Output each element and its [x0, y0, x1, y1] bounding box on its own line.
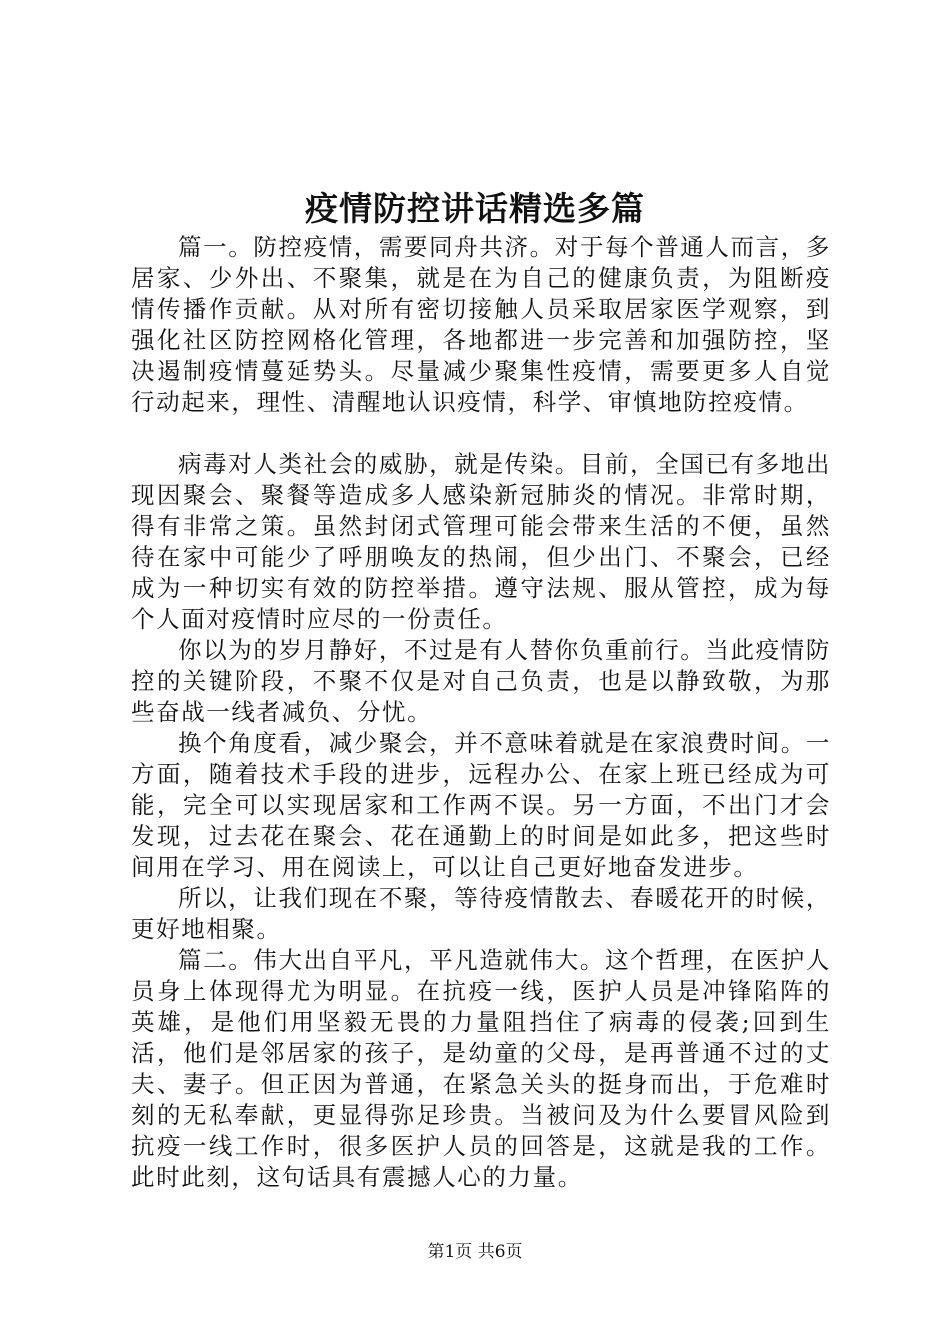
document-title: 疫情防控讲话精选多篇 — [305, 189, 645, 228]
paragraph-1: 篇一。防控疫情，需要同舟共济。对于每个普通人而言，多居家、少外出、不聚集，就是在为自己的健康负责，为阻断疫情传播作贡献。从对所有密切接触人员采取居家医学观察，到强化社区防控网格化管理，各地都进一步完善和加强防控，坚决遏制疫情蔓延势头。尽量减少聚集性疫情，需要更多人自觉行动起来，理性、清醒地认识疫情，科学、审慎地防控疫情。 — [131, 233, 831, 416]
paragraph-2: 病毒对人类社会的威胁，就是传染。目前，全国已有多地出现因聚会、聚餐等造成多人感染新冠肺炎的情况。非常时期，得有非常之策。虽然封闭式管理可能会带来生活的不便，虽然待在家中可能少了呼朋唤友的热闹，但少出门、不聚会，已经成为一种切实有效的防控举措。遵守法规、服从管控，成为每个人面对疫情时应尽的一份责任。 — [131, 450, 831, 633]
page-indicator: 第1页 共6页 — [427, 1242, 523, 1262]
paragraph-3: 你以为的岁月静好，不过是有人替你负重前行。当此疫情防控的关键阶段，不聚不仅是对自己负责，也是以静致敬，为那些奋战一线者减负、分忧。 — [131, 636, 831, 726]
paragraph-4: 换个角度看，减少聚会，并不意味着就是在家浪费时间。一方面，随着技术手段的进步，远程办公、在家上班已经成为可能，完全可以实现居家和工作两不误。另一方面，不出门才会发现，过去花在聚会、花在通勤上的时间是如此多，把这些时间用在学习、用在阅读上，可以让自己更好地奋发进步。 — [131, 729, 831, 881]
page-footer — [0, 1240, 950, 1264]
document-body — [131, 232, 831, 1193]
paragraph-5: 所以，让我们现在不聚，等待疫情散去、春暖花开的时候，更好地相聚。 — [131, 884, 831, 943]
paragraph-6: 篇二。伟大出自平凡，平凡造就伟大。这个哲理，在医护人员身上体现得尤为明显。在抗疫一线，医护人员是冲锋陷阵的英雄，是他们用坚毅无畏的力量阻挡住了病毒的侵袭;回到生活，他们是邻居家的孩子，是幼童的父母，是再普通不过的丈夫、妻子。但正因为普通，在紧急关头的挺身而出，于危难时刻的无私奉献，更显得弥足珍贵。当被问及为什么要冒风险到抗疫一线工作时，很多医护人员的回答是，这就是我的工作。此时此刻，这句话具有震撼人心的力量。 — [131, 946, 831, 1191]
